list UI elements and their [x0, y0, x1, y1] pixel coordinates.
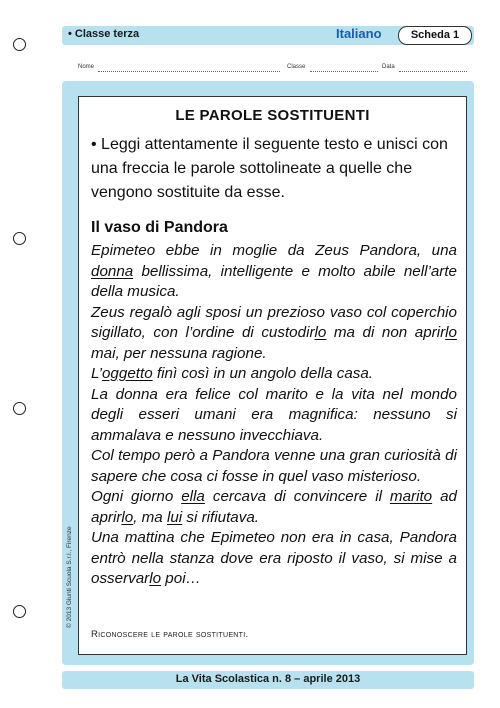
binder-hole-4 — [13, 605, 26, 618]
story-text — [91, 241, 457, 590]
subject-label: Italiano — [336, 26, 382, 41]
underlined-word: marito — [389, 488, 433, 505]
underlined-word: lo — [149, 570, 162, 587]
class-field-label: Classe — [287, 64, 306, 70]
class-label: • Classe terza — [68, 28, 140, 40]
student-fields — [78, 64, 468, 76]
binder-hole-1 — [13, 38, 26, 51]
story-paragraph: Col tempo però a Pandora venne una gran curiosità di sapere che cosa ci fosse in quel vaso misterioso. — [91, 447, 457, 485]
copyright-notice: © 2013 Giunti Scuola S.r.l., Firenze — [66, 526, 73, 628]
instruction-text: • Leggi attentamente il seguente testo e unisci con una freccia le parole sottolineate a quelle che vengono sostituite da esse. — [91, 136, 448, 201]
underlined-word: lui — [166, 508, 183, 526]
story-paragraph: L’oggetto finì così in un angolo della casa. — [91, 365, 374, 382]
footer-band — [62, 671, 474, 689]
underlined-word: lo — [445, 324, 457, 341]
story-paragraph: Ogni giorno ella cercava di convincere il marito ad aprirlo, ma lui si rifiutava. — [91, 488, 457, 526]
worksheet-title: LE PAROLE SOSTITUENTI — [175, 107, 370, 124]
binder-hole-3 — [13, 402, 26, 415]
underlined-word: donna — [91, 262, 134, 280]
learning-objective: Riconoscere le parole sostituenti. — [91, 629, 249, 640]
sheet-number-badge: Scheda 1 — [398, 26, 472, 45]
publication-info: La Vita Scolastica n. 8 – aprile 2013 — [175, 673, 361, 685]
worksheet-panel — [78, 96, 467, 655]
story-title: Il vaso di Pandora — [91, 219, 228, 236]
story-paragraph: La donna era felice col marito e la vita nel mondo degli esseri umani era magnifica: nessuno si ammalava e nessuno invecchiava. — [91, 385, 457, 444]
story-paragraph: Zeus regalò agli sposi un prezioso vaso col coperchio sigillato, con l’ordine di custodirlo ma di non aprirlo mai, per nessuna ragione. — [91, 303, 457, 362]
story-paragraph: Epimeteo ebbe in moglie da Zeus Pandora, una donna bellissima, intelligente e molto abile nell’arte della musica. — [91, 242, 457, 300]
underlined-word: oggetto — [101, 365, 153, 382]
class-field[interactable] — [310, 71, 378, 72]
underlined-word: lo — [121, 508, 134, 526]
name-field[interactable] — [98, 71, 280, 72]
underlined-word: lo — [314, 324, 327, 341]
binder-hole-2 — [13, 232, 26, 245]
underlined-word: ella — [181, 488, 205, 505]
name-label: Nome — [78, 64, 95, 70]
story-paragraph: Una mattina che Epimeteo non era in casa, Pandora entrò nella stanza dove era riposto il vaso, si mise a osservarlo poi… — [91, 529, 457, 587]
date-field[interactable] — [399, 71, 467, 72]
date-label: Data — [382, 64, 395, 70]
